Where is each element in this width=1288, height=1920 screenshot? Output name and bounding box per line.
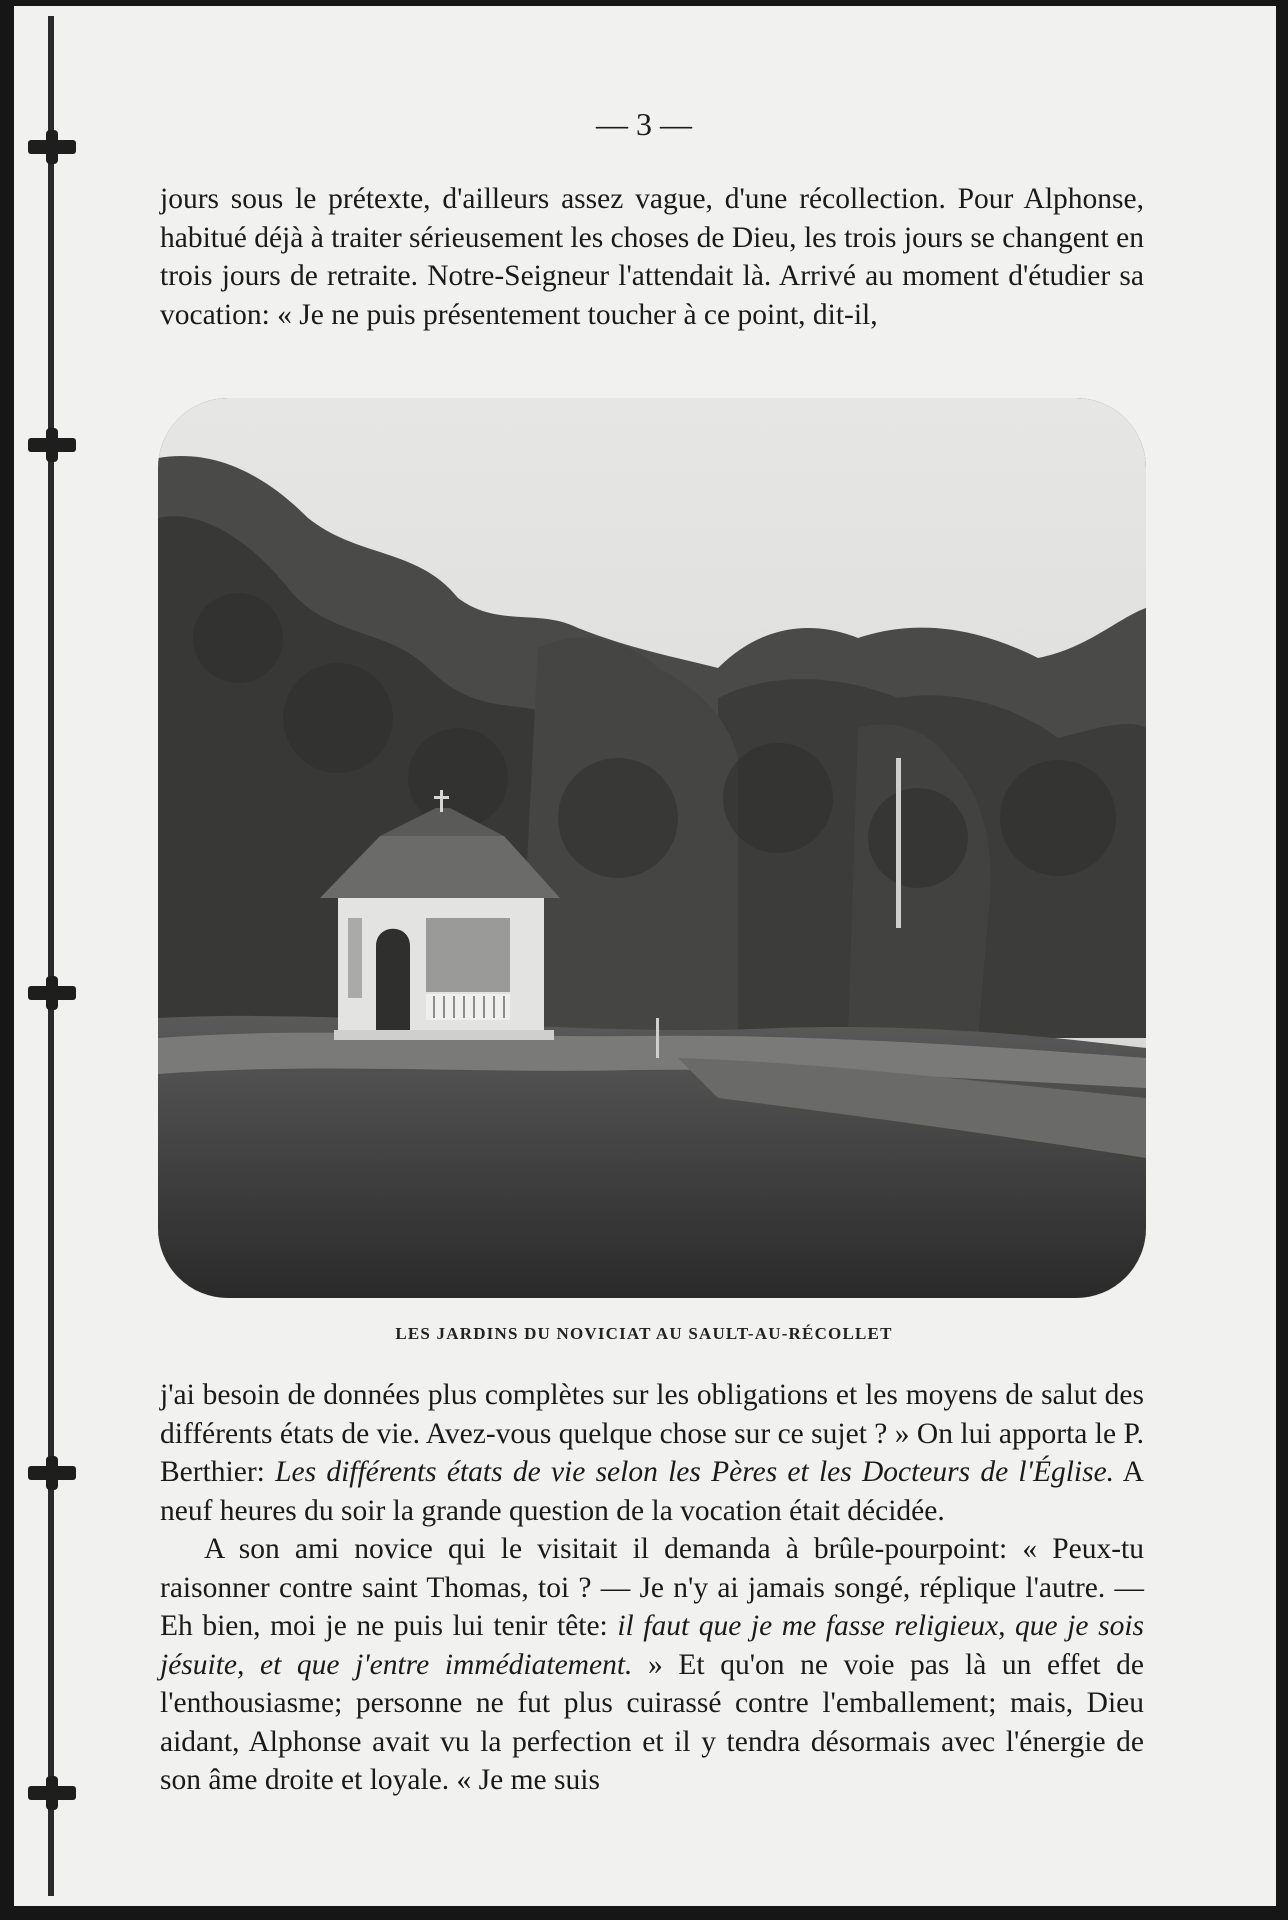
body-text-top [160, 180, 1144, 334]
paragraph-text: A son ami novice qui le visitait il demanda à brûle-pourpoint: « Peux-tu raisonner contre saint Thomas, toi ? — Je n'y ai jamais songé, réplique l'autre. — Eh bien, moi je ne puis lui tenir tête: [160, 1533, 1144, 1642]
body-text-bottom [160, 1376, 1144, 1800]
binding-clip [28, 1786, 76, 1800]
paragraph-text: j'ai besoin de données plus complètes sur les obligations et les moyens de salut des différents états de vie. Avez-vous quelque chose sur ce sujet ? » On lui apporta le P. Berthier: [160, 1379, 1144, 1488]
paragraph: jours sous le prétexte, d'ailleurs assez vague, d'une récollection. Pour Alphonse, habitué déjà à traiter sérieusement les choses de Dieu, les trois jours se changent en trois jours de retraite. Notre-Seigneur l'attendait là. Arrivé au moment d'étudier sa vocation: « Je ne puis présentement toucher à ce point, dit-il, [160, 183, 1144, 331]
binding-spine [48, 16, 54, 1896]
binding-clip [28, 1466, 76, 1480]
quoted-italic: il faut que je me fasse religieux, que je sois jésuite, et que j'entre immédiatement. [160, 1610, 1144, 1681]
binding-clip [28, 986, 76, 1000]
paragraph [160, 1376, 1144, 1530]
paragraph-text: A neuf heures du soir la grande question de la vocation était décidée. [160, 1456, 1144, 1527]
garden-gazebo-photo [158, 398, 1146, 1298]
book-title: Les différents états de vie selon les Pères et les Docteurs de l'Église. [275, 1456, 1115, 1488]
paragraph [160, 1530, 1144, 1800]
page-number: — 3 — [596, 106, 692, 142]
paragraph-text: » Et qu'on ne voie pas là un effet de l'enthousiasme; personne ne fut plus cuirassé contre l'emballement; mais, Dieu aidant, Alphonse avait vu la perfection et il y tendra désormais avec l'énergie de son âme droite et loyale. « Je me suis [160, 1648, 1144, 1796]
binding-clip [28, 438, 76, 452]
figure-caption: LES JARDINS DU NOVICIAT AU SAULT-AU-RÉCOLLET [395, 1324, 893, 1343]
